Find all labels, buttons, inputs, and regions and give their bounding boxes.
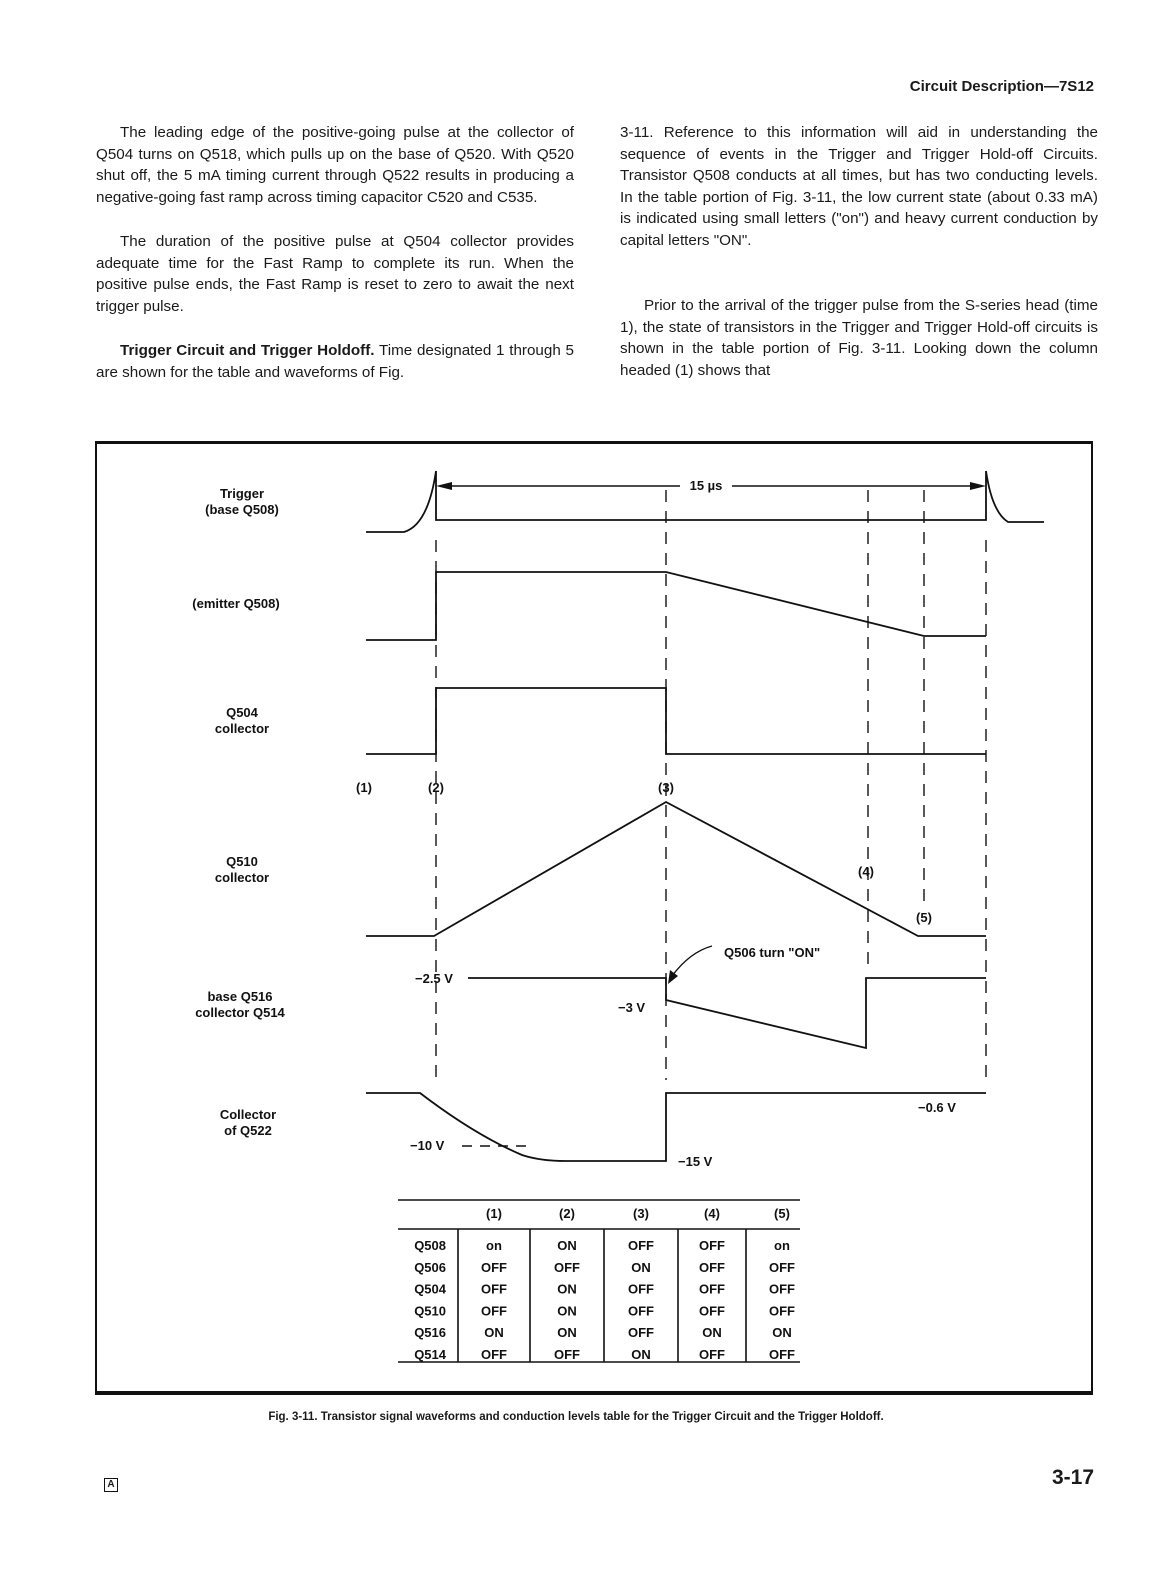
table-cell: OFF: [699, 1303, 725, 1319]
q510-label-2: collector: [214, 870, 270, 885]
table-cell: OFF: [481, 1303, 507, 1319]
q516-label-1: base Q516: [207, 989, 273, 1004]
page-number: 3-17: [1051, 1466, 1094, 1489]
left-paragraph-3-text: Time designated 1 through 5 are shown for the table and waveforms of Fig.: [96, 342, 574, 381]
emitter-waveform: [366, 572, 986, 640]
v-neg3-label: −3 V: [618, 1000, 646, 1015]
time-label-1: (1): [356, 780, 372, 795]
v-neg0-6-label: −0.6 V: [918, 1100, 956, 1115]
q516-label-2: collector Q514: [195, 1005, 285, 1020]
period-label: 15 µs: [689, 478, 723, 493]
q506-pointer: [672, 946, 712, 976]
q516-waveform: [468, 978, 986, 1048]
v-neg2-5-label: −2.5 V: [415, 971, 453, 986]
table-header-cell: (3): [633, 1206, 649, 1221]
period-arrow: [436, 478, 986, 493]
table-cell: OFF: [699, 1281, 725, 1297]
table-cell: ON: [484, 1325, 504, 1341]
q522-waveform: [366, 1093, 986, 1161]
conduction-table: [398, 1200, 800, 1362]
table-header-cell: (2): [559, 1206, 575, 1221]
table-cell: OFF: [481, 1259, 507, 1275]
q522-label-1: Collector: [219, 1107, 277, 1122]
q522-label-2: of Q522: [224, 1123, 272, 1138]
table-cell: OFF: [769, 1347, 795, 1362]
time-label-3: (3): [658, 780, 674, 795]
table-row-name: Q516: [414, 1325, 446, 1341]
table-row-name: Q510: [414, 1303, 446, 1319]
left-paragraph-1: The leading edge of the positive-going pulse at the collector of Q504 turns on Q518, which pulls up on the base of Q520. With Q520 shut off, the 5 mA timing current through Q522 results in producing a negative-going fast ramp across timing capacitor C520 and C535.: [96, 124, 574, 206]
q506-label: Q506 turn "ON": [724, 945, 821, 960]
trigger-label-2: (base Q508): [205, 502, 279, 517]
timing-lines: [436, 490, 986, 1080]
q510-label-1: Q510: [226, 854, 258, 869]
table-cell: OFF: [769, 1259, 795, 1275]
emitter-label: (emitter Q508): [192, 596, 280, 611]
table-header-cell: (4): [704, 1206, 720, 1221]
table-cell: ON: [557, 1325, 577, 1341]
table-row-name: Q514: [414, 1347, 446, 1362]
v-neg10-label: −10 V: [410, 1138, 445, 1153]
table-cell: OFF: [769, 1281, 795, 1297]
table-cell: OFF: [769, 1303, 795, 1319]
table-header-cell: (5): [774, 1206, 790, 1221]
v-neg15-label: −15 V: [678, 1154, 713, 1169]
q510-waveform: [366, 802, 986, 936]
table-cell: on: [486, 1238, 502, 1253]
table-cell: OFF: [628, 1238, 654, 1253]
table-header-cell: (1): [486, 1206, 502, 1221]
table-cell: OFF: [628, 1281, 654, 1297]
table-cell: ON: [557, 1281, 577, 1297]
table-cell: OFF: [699, 1238, 725, 1253]
footer-mark: A: [104, 1478, 118, 1492]
table-cell: ON: [631, 1259, 651, 1275]
right-paragraph-2: Prior to the arrival of the trigger pulse from the S-series head (time 1), the state of transistors in the Trigger and Trigger Hold-off circuits is shown in the table portion of Fig. 3-11. Looking down the column headed (1) shows that: [620, 297, 1098, 379]
right-paragraph-1: 3-11. Reference to this information will aid in understanding the sequence of events in the Trigger and Trigger Hold-off Circuits. Transistor Q508 conducts at all times, but has two conducting levels. In the table portion of Fig. 3-11, the low current state (about 0.33 mA) is indicated using small letters ("on") and heavy current conduction by capital letters "ON".: [620, 124, 1098, 249]
section-heading: Trigger Circuit and Trigger Holdoff.: [120, 342, 375, 359]
table-row-name: Q504: [414, 1281, 446, 1297]
table-cell: ON: [702, 1325, 722, 1341]
figure-caption: Fig. 3-11. Transistor signal waveforms and conduction levels table for the Trigger Circuit and the Trigger Holdoff.: [268, 1411, 884, 1423]
table-row-name: Q506: [414, 1259, 446, 1275]
q504-label-2: collector: [214, 721, 270, 736]
trigger-label-1: Trigger: [219, 486, 265, 501]
table-cell: OFF: [628, 1325, 654, 1341]
table-cell: OFF: [554, 1347, 580, 1362]
time-labels: [356, 780, 932, 925]
q504-waveform: [366, 688, 986, 754]
time-label-5: (5): [916, 910, 932, 925]
table-cell: ON: [772, 1325, 792, 1341]
time-label-2: (2): [428, 780, 444, 795]
table-cell: OFF: [554, 1259, 580, 1275]
table-cell: OFF: [699, 1259, 725, 1275]
q504-label-1: Q504: [226, 705, 258, 720]
table-row-name: Q508: [414, 1238, 446, 1253]
table-cell: OFF: [481, 1281, 507, 1297]
table-cell: on: [774, 1238, 790, 1253]
page-header: Circuit Description—7S12: [909, 78, 1094, 95]
table-cell: ON: [557, 1238, 577, 1253]
table-cell: OFF: [699, 1347, 725, 1362]
left-paragraph-2: The duration of the positive pulse at Q504 collector provides adequate time for the Fast Ramp to complete its run. When the positive pulse ends, the Fast Ramp is reset to zero to await the next trigger pulse.: [96, 233, 574, 315]
signal-labels: [192, 486, 285, 1138]
time-label-4: (4): [858, 864, 874, 879]
table-cell: ON: [557, 1303, 577, 1319]
table-cell: ON: [631, 1347, 651, 1362]
table-cell: OFF: [628, 1303, 654, 1319]
table-cell: OFF: [481, 1347, 507, 1362]
